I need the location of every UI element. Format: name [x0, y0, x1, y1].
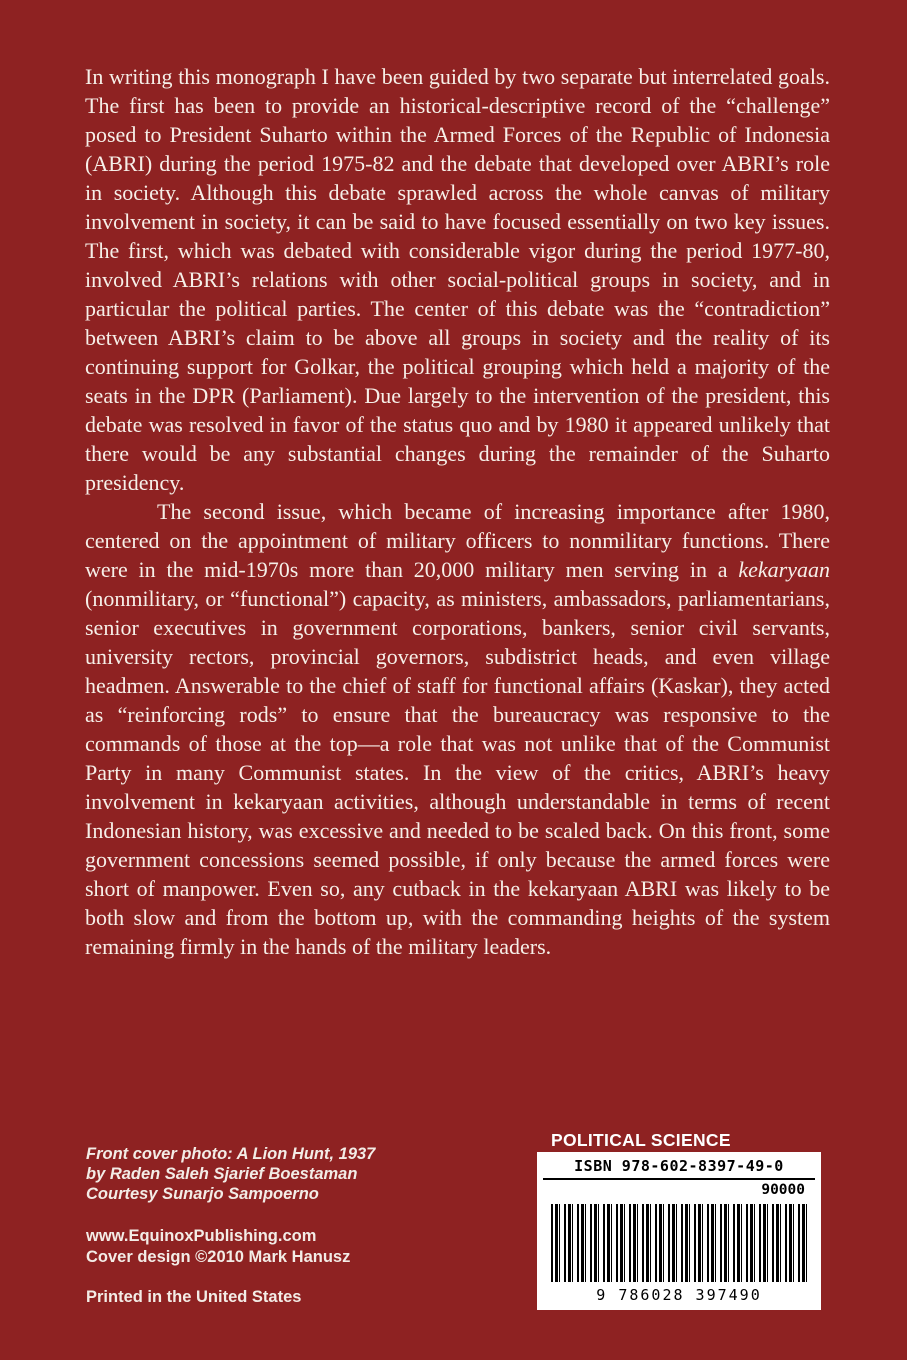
- credit-line-artist: by Raden Saleh Sjarief Boestaman: [86, 1165, 358, 1183]
- credit-line-courtesy: Courtesy Sunarjo Sampoerno: [86, 1185, 319, 1203]
- synopsis-paragraph-2: [85, 497, 830, 961]
- barcode-box: [537, 1152, 821, 1310]
- publisher-info: [86, 1226, 350, 1268]
- cover-design-credit: Cover design ©2010 Mark Hanusz: [86, 1248, 351, 1266]
- category-label: POLITICAL SCIENCE: [551, 1130, 731, 1150]
- publisher-website: www.EquinoxPublishing.com: [86, 1227, 317, 1245]
- printed-in-line: Printed in the United States: [86, 1288, 302, 1306]
- synopsis-paragraph-1: In writing this monograph I have been guided by two separate but interrelated goals. The first has been to provide an historical-descriptive record of the “challenge” posed to President Suharto within the Armed Forces of the Republic of Indonesia (ABRI) during the period 1975-82 and the debate that developed over ABRI’s role in society. Although this debate sprawled across the whole canvas of military involvement in society, it can be said to have focused essentially on two key issues. The first, which was debated with considerable vigor during the period 1977-80, involved ABRI’s relations with other social-political groups in society, and in particular the political parties. The center of this debate was the “contradiction” between ABRI’s claim to be above all groups in society and the reality of its continuing support for Golkar, the political grouping which held a majority of the seats in the DPR (Parliament). Due largely to the intervention of the president, this debate was resolved in favor of the status quo and by 1980 it appeared unlikely that there would be any substantial changes during the remainder of the Suharto presidency.: [85, 64, 830, 495]
- barcode-bars: [551, 1204, 807, 1282]
- credit-line-photo-title: Front cover photo: A Lion Hunt, 1937: [86, 1145, 376, 1163]
- ean-number: 9 786028 397490: [537, 1285, 821, 1304]
- cover-photo-credits: [86, 1144, 375, 1204]
- synopsis-text: [85, 62, 830, 961]
- isbn-divider-rule: [543, 1178, 815, 1180]
- kekaryaan-italic-term: kekaryaan: [738, 557, 830, 582]
- paragraph-2-text-after: (nonmilitary, or “functional”) capacity, as ministers, ambassadors, parliamentarians, senior executives in government corporations, bankers, senior civil servants, university rectors, provincial governors, subdistrict heads, and even village headmen. Answerable to the chief of staff for functional affairs (Kaskar), they acted as “reinforcing rods” to ensure that the bureaucracy was responsive to the commands of those at the top—a role that was not unlike that of the Communist Party in many Communist states. In the view of the critics, ABRI’s heavy involvement in kekaryaan activities, although understandable in terms of recent Indonesian history, was excessive and needed to be scaled back. On this front, some government concessions seemed possible, if only because the armed forces were short of manpower. Even so, any cutback in the kekaryaan ABRI was likely to be both slow and from the bottom up, with the commanding heights of the system remaining firmly in the hands of the military leaders.: [85, 586, 830, 959]
- isbn-number: ISBN 978-602-8397-49-0: [574, 1157, 784, 1175]
- paragraph-2-text-before: The second issue, which became of increasing importance after 1980, centered on the appointment of military officers to nonmilitary functions. There were in the mid-1970s more than 20,000 military men serving in a: [85, 499, 830, 582]
- barcode-price-code: 90000: [761, 1182, 805, 1198]
